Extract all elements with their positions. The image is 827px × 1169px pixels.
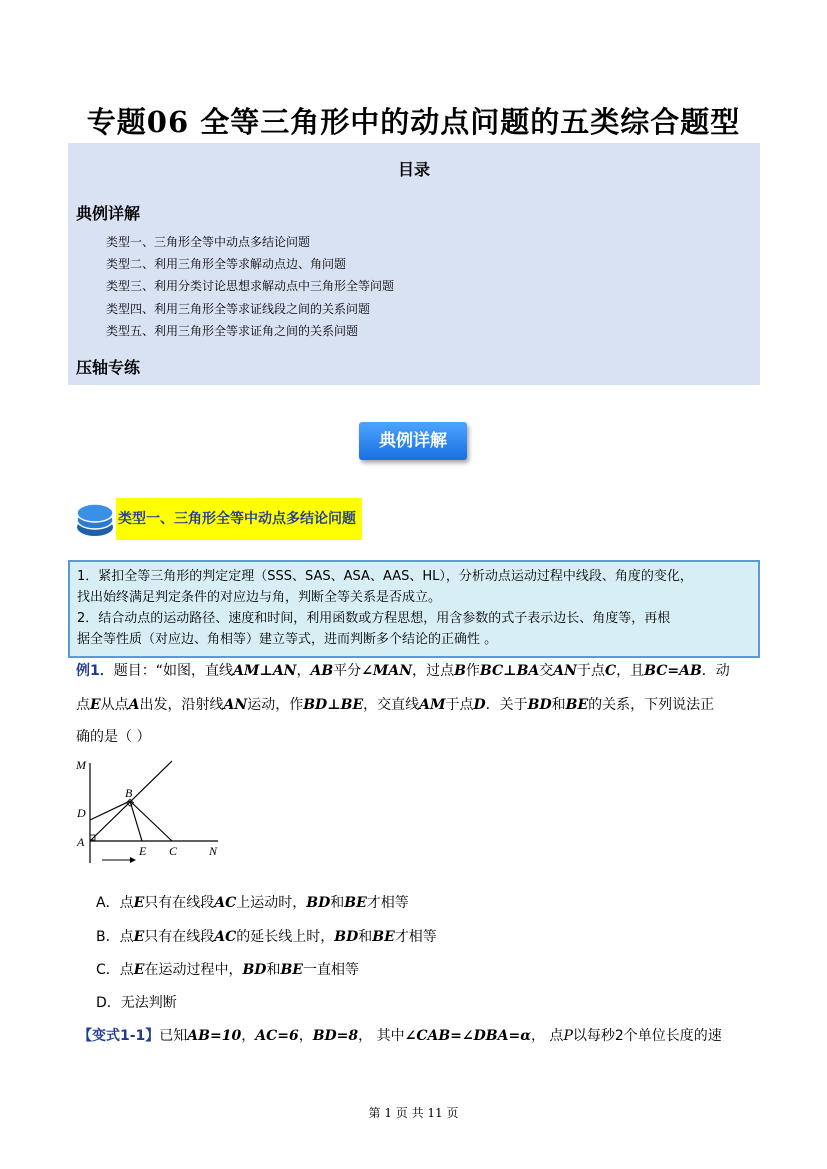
toc-item[interactable]: 类型三、利用分类讨论思想求解动点中三角形全等问题 <box>106 279 395 293</box>
text: 从点 <box>100 697 129 713</box>
text: 的延长线上时， <box>236 929 335 945</box>
math: BD <box>242 962 267 978</box>
math: ∠CAB=∠DBA=α <box>404 1028 531 1044</box>
table-of-contents <box>68 143 760 385</box>
page-footer: 第 1 页 共 11 页 <box>368 1106 459 1120</box>
math: E <box>133 962 145 978</box>
math: AN <box>223 697 248 713</box>
stack-icon <box>76 502 114 538</box>
text: ， <box>298 1028 313 1044</box>
text: 和 <box>358 929 373 945</box>
tip-line: 2．结合动点的运动路径、速度和时间，利用函数或方程思想，用含参数的式子表示边长、角度等，再根 <box>77 611 671 626</box>
text: 上运动时， <box>236 895 307 911</box>
text: C．点 <box>96 962 134 978</box>
text: 作 <box>465 663 480 679</box>
text: 的关系，下列说法正 <box>588 697 715 713</box>
text: 以每秒2个单位长度的速 <box>572 1028 722 1044</box>
segment-bd <box>90 801 130 820</box>
option-d[interactable] <box>96 992 177 1012</box>
example-line-1 <box>76 660 730 680</box>
tip-line: 据全等性质（对应边、角相等）建立等式，进而判断多个结论的正确性 。 <box>77 632 498 647</box>
math: BE <box>280 962 303 978</box>
label-d: D <box>77 806 86 820</box>
math: BC⊥BA <box>479 663 540 679</box>
toc-item[interactable]: 类型二、利用三角形全等求解动点边、角问题 <box>106 257 347 271</box>
text: 点 <box>76 697 90 713</box>
math: P <box>563 1028 573 1044</box>
banner-decoration <box>370 416 388 421</box>
math: AC=6 <box>255 1028 299 1044</box>
text: ， <box>241 1028 256 1044</box>
text: ， 点 <box>530 1028 564 1044</box>
option-c[interactable] <box>96 959 359 979</box>
text: ，过点 <box>412 663 455 679</box>
math: BE <box>344 895 367 911</box>
label-n: N <box>209 844 218 858</box>
math: BD <box>334 929 359 945</box>
text: ，交直线 <box>363 697 420 713</box>
label-m: M <box>76 758 86 772</box>
method-tip-box <box>68 560 760 658</box>
text: 出发，沿射线 <box>139 697 224 713</box>
text: D．无法判断 <box>96 995 177 1011</box>
text: ， 其中 <box>358 1028 405 1044</box>
toc-item[interactable]: 类型四、利用三角形全等求证线段之间的关系问题 <box>106 302 371 316</box>
math: E <box>90 697 101 713</box>
text: ．关于 <box>485 697 528 713</box>
toc-item[interactable]: 类型五、利用三角形全等求证角之间的关系问题 <box>106 324 359 338</box>
text: 才相等 <box>366 895 409 911</box>
page-title: 专题06 全等三角形中的动点问题的五类综合题型 <box>86 105 741 139</box>
math: BD <box>527 697 552 713</box>
text: 于点 <box>445 697 474 713</box>
math: ∠MAN <box>361 663 413 679</box>
tip-line: 1．紧扣全等三角形的判定定理（SSS、SAS、ASA、AAS、HL），分析动点运动过程中线段、角度的变化， <box>77 569 693 584</box>
text: 平分 <box>333 663 362 679</box>
text: B．点 <box>96 929 134 945</box>
section-banner: 典例详解 <box>359 422 467 460</box>
toc-item[interactable]: 类型一、三角形全等中动点多结论问题 <box>106 235 311 249</box>
option-a[interactable] <box>96 892 409 912</box>
type-title: 类型一、三角形全等中动点多结论问题 <box>116 498 362 540</box>
toc-heading: 目录 <box>397 160 430 179</box>
arrow-head-icon <box>130 857 136 863</box>
math: B <box>454 663 466 679</box>
math: AB=10 <box>187 1028 242 1044</box>
toc-section-practice[interactable]: 压轴专练 <box>76 358 141 377</box>
math: C <box>604 663 617 679</box>
math: BC=AB <box>644 663 702 679</box>
option-b[interactable] <box>96 926 437 946</box>
text: 已知 <box>159 1028 188 1044</box>
toc-section-examples[interactable]: 典例详解 <box>76 204 141 223</box>
text: 只有在线段 <box>144 929 215 945</box>
math: AN <box>553 663 577 679</box>
text: ．动 <box>701 663 730 679</box>
label-a: A <box>77 835 85 849</box>
math: E <box>133 929 145 945</box>
math: AC <box>214 895 237 911</box>
text: ， <box>296 663 311 679</box>
math: AC <box>214 929 237 945</box>
text: ，且 <box>616 663 645 679</box>
math: BD=8 <box>312 1028 359 1044</box>
example-line-2 <box>76 694 714 714</box>
text: 才相等 <box>394 929 437 945</box>
label-c: C <box>169 844 178 858</box>
label-b: B <box>125 786 133 800</box>
math: AM⊥AN <box>233 663 297 679</box>
text: 题目：“如图，直线 <box>113 663 234 679</box>
math: E <box>133 895 145 911</box>
text: 运动，作 <box>247 697 304 713</box>
text: A．点 <box>96 895 134 911</box>
math: AM <box>419 697 446 713</box>
text: 一直相等 <box>302 962 359 978</box>
text: 和 <box>551 697 566 713</box>
label-e: E <box>139 844 147 858</box>
math: BE <box>372 929 395 945</box>
text: 只有在线段 <box>144 895 215 911</box>
math: AB <box>310 663 334 679</box>
math: A <box>128 697 140 713</box>
math: D <box>473 697 486 713</box>
example-label: 例1． <box>76 663 114 679</box>
variant-tag: 【变式1-1】 <box>78 1028 160 1044</box>
text: 和 <box>266 962 281 978</box>
text: 在运动过程中， <box>144 962 243 978</box>
math: BD <box>306 895 331 911</box>
math: BD⊥BE <box>303 697 364 713</box>
text: 和 <box>330 895 345 911</box>
math: BE <box>565 697 589 713</box>
tip-line: 找出始终满足判定条件的对应边与角，判断全等关系是否成立。 <box>77 590 442 605</box>
text: 交 <box>539 663 554 679</box>
example-line-3: 确的是（ ） <box>76 729 151 745</box>
variant-problem <box>78 1025 722 1045</box>
text: 于点 <box>576 663 605 679</box>
geometry-figure <box>72 755 232 875</box>
